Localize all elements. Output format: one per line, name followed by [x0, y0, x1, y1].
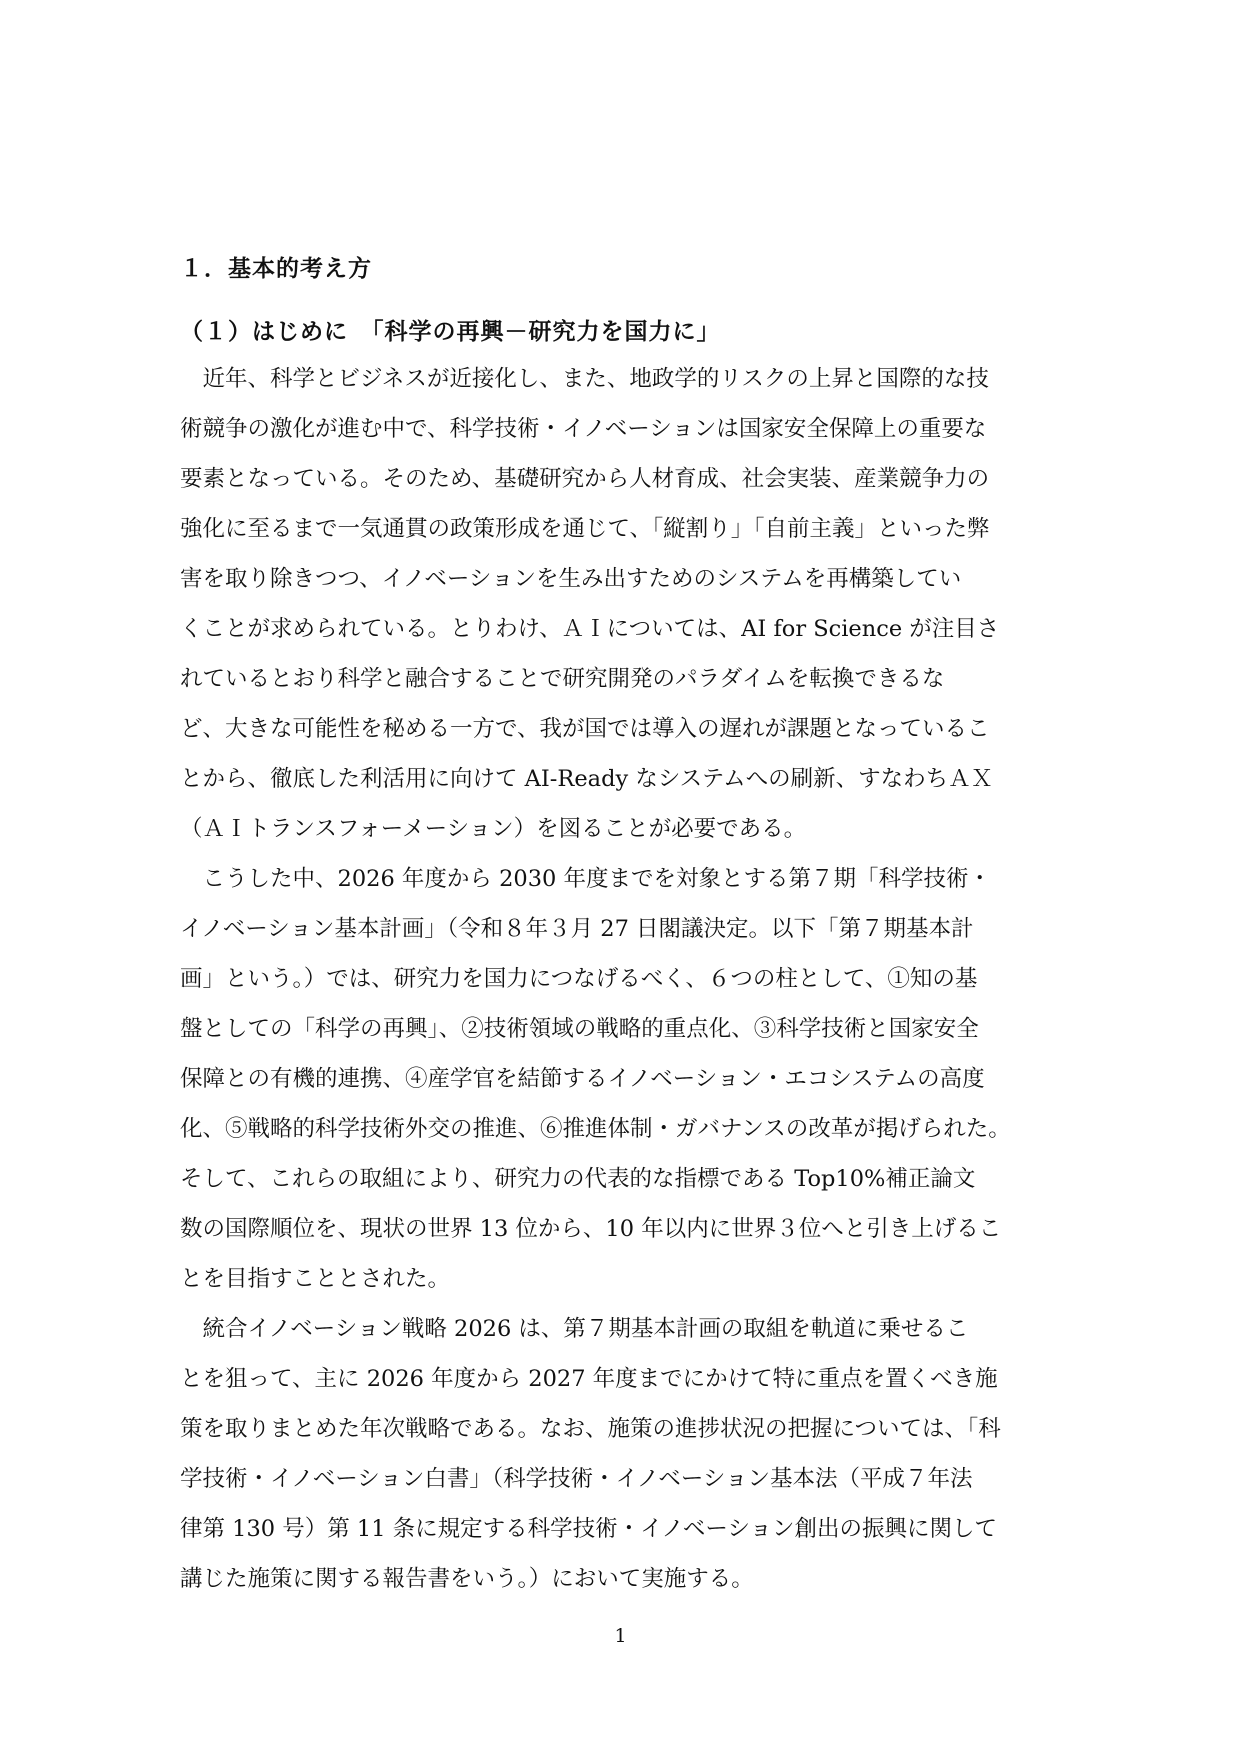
body-line: こうした中、2026 年度から 2030 年度までを対象とする第７期「科学技術・	[180, 866, 991, 892]
body-line: 近年、科学とビジネスが近接化し、また、地政学的リスクの上昇と国際的な技	[180, 366, 989, 392]
body-line: 統合イノベーション戦略 2026 は、第７期基本計画の取組を軌道に乗せるこ	[180, 1316, 969, 1342]
body-line: そして、これらの取組により、研究力の代表的な指標である Top10%補正論文	[180, 1166, 976, 1192]
body-line: とを狙って、主に 2026 年度から 2027 年度までにかけて特に重点を置くべき施	[180, 1366, 998, 1392]
body-line: （ＡＩトランスフォーメーション）を図ることが必要である。	[180, 816, 807, 842]
body-line: 律第 130 号）第 11 条に規定する科学技術・イノベーション創出の振興に関して	[180, 1516, 998, 1542]
body-line: れているとおり科学と融合することで研究開発のパラダイムを転換できるな	[180, 666, 945, 692]
body-line: 策を取りまとめた年次戦略である。なお、施策の進捗状況の把握については、「科	[180, 1416, 1001, 1442]
body-line: 保障との有機的連携、④産学官を結節するイノベーション・エコシステムの高度	[180, 1066, 985, 1092]
subsection-heading: （１）はじめに 「科学の再興－研究力を国力に」	[180, 319, 721, 345]
body-line: 盤としての「科学の再興」、②技術領域の戦略的重点化、③科学技術と国家安全	[180, 1016, 979, 1042]
body-line: ど、大きな可能性を秘める一方で、我が国では導入の遅れが課題となっているこ	[180, 716, 990, 742]
body-line: 講じた施策に関する報告書をいう。）において実施する。	[180, 1566, 754, 1592]
body-line: 要素となっている。そのため、基礎研究から人材育成、社会実装、産業競争力の	[180, 466, 990, 492]
body-line: 化、⑤戦略的科学技術外交の推進、⑥推進体制・ガバナンスの改革が掲げられた。	[180, 1116, 1011, 1142]
body-line: 強化に至るまで一気通貫の政策形成を通じて、「縦割り」「自前主義」といった弊	[180, 516, 990, 542]
body-line: 害を取り除きつつ、イノベーションを生み出すためのシステムを再構築してい	[180, 566, 962, 592]
body-line: 数の国際順位を、現状の世界 13 位から、10 年以内に世界３位へと引き上げるこ	[180, 1216, 1002, 1242]
body-text	[180, 354, 1060, 1604]
body-line: 術競争の激化が進む中で、科学技術・イノベーションは国家安全保障上の重要な	[180, 416, 987, 442]
body-line: 画」という。）では、研究力を国力につなげるべく、６つの柱として、①知の基	[180, 966, 978, 992]
body-line: とを目指すこととされた。	[180, 1266, 451, 1292]
body-line: くことが求められている。とりわけ、ＡＩについては、AI for Science が注目さ	[180, 616, 1000, 642]
section-heading: １．基本的考え方	[180, 256, 372, 282]
body-line: イノベーション基本計画」（令和８年３月 27 日閣議決定。以下「第７期基本計	[180, 916, 974, 942]
body-line: とから、徹底した利活用に向けて AI-Ready なシステムへの刷新、すなわちＡＸ	[180, 766, 994, 792]
page-number: 1	[614, 1625, 627, 1647]
body-line: 学技術・イノベーション白書」（科学技術・イノベーション基本法（平成７年法	[180, 1466, 973, 1492]
